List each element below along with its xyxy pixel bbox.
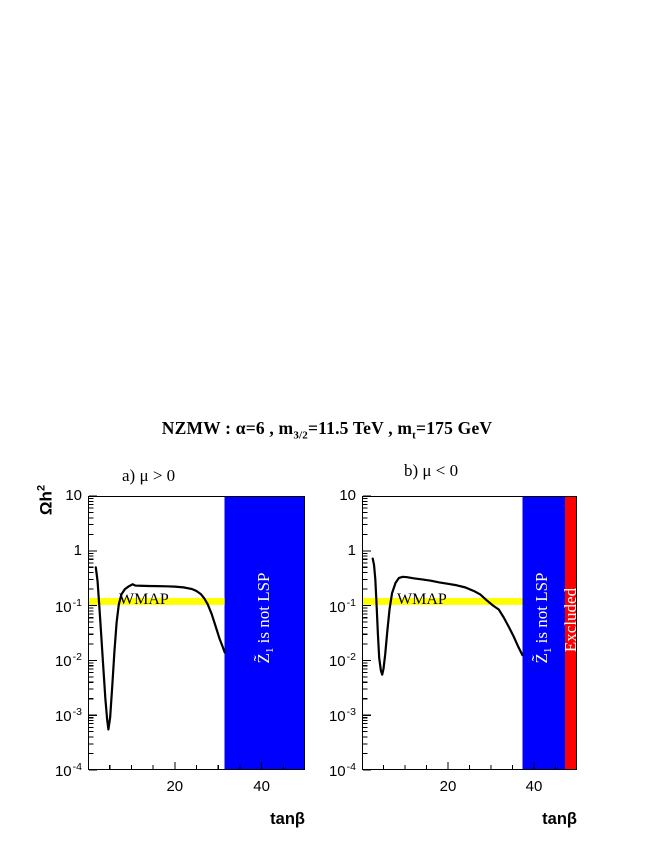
x-tick-label: 40 — [253, 778, 270, 795]
plot-panel-b — [362, 496, 580, 770]
y-tick-label: $10^{-4}$ — [54, 761, 82, 780]
region-label-not-lsp: $Z̃_1$ is not LSP — [532, 572, 555, 664]
y-tick-label: $10^{-1}$ — [54, 596, 82, 616]
y-tick-label: $10^{-3}$ — [328, 706, 356, 726]
x-axis-title-a: tanβ — [270, 810, 305, 828]
y-axis-title: $\Omega h^2$ — [35, 484, 56, 516]
x-tick-label: 20 — [439, 778, 457, 795]
y-tick-label: $10^{-4}$ — [328, 761, 356, 780]
y-tick-label: 1 — [73, 541, 82, 559]
plot-panel-a — [88, 496, 305, 770]
wmap-band-label: WMAP — [397, 591, 447, 608]
x-axis-title-b: tanβ — [542, 810, 577, 828]
y-tick-label: $10^{-2}$ — [328, 651, 356, 671]
y-tick-label: $10^{-1}$ — [328, 596, 356, 616]
y-tick-label: 10 — [339, 487, 356, 504]
wmap-band-label: WMAP — [119, 591, 169, 608]
x-tick-label: 40 — [525, 778, 543, 795]
y-tick-label: $10^{-2}$ — [54, 651, 82, 671]
y-tick-label: $10^{-3}$ — [54, 706, 82, 726]
figure-title: NZMW : α=6 , $m_{3/2}=11.5$ TeV , $m_t=175$ GeV — [161, 418, 493, 442]
region-label-excluded: Excluded — [560, 587, 580, 653]
subplot-title-a: a) μ > 0 — [122, 466, 176, 485]
y-tick-label: 10 — [65, 487, 82, 504]
subplot-title-b: b) μ < 0 — [404, 461, 459, 480]
y-tick-label: 1 — [347, 541, 356, 559]
region-label-not-lsp: $Z̃_1$ is not LSP — [253, 572, 277, 664]
relic-density-curve — [373, 559, 523, 675]
x-tick-label: 20 — [166, 778, 184, 795]
